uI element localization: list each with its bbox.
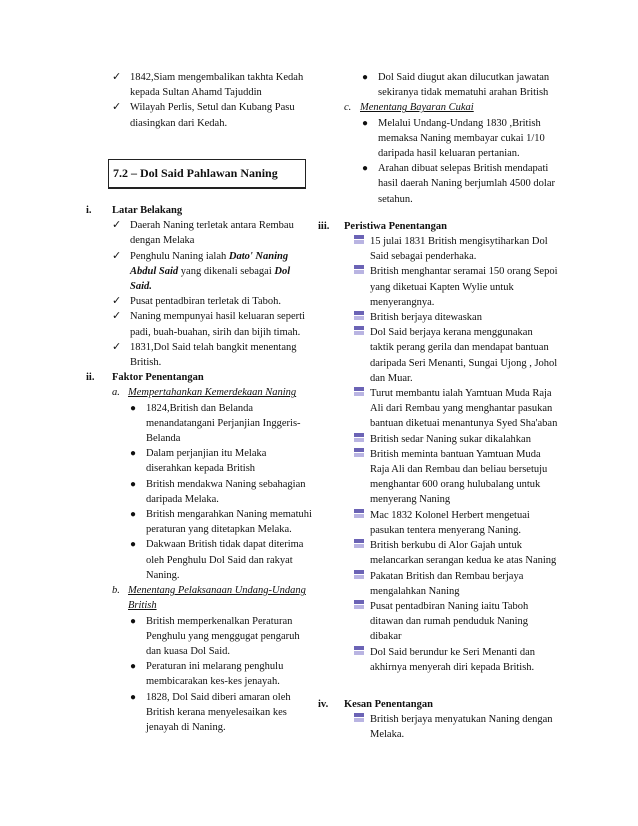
list-item: ● British mendakwa Naning sebahagian daripada Melaka. bbox=[130, 478, 306, 505]
flag-bullet-icon bbox=[354, 599, 364, 614]
bullet-dot-icon: ● bbox=[130, 478, 137, 490]
list-item: British menghantar seramai 150 orang Sepoi yang diketuai Kapten Wylie untuk menyerangnya. bbox=[318, 264, 558, 310]
subheading-b: b. Menentang Pelaksanaan Undang-Undang British bbox=[112, 585, 306, 612]
bullet-dot-icon: ● bbox=[130, 402, 137, 414]
list-item: British berjaya menyatukan Naning dengan Melaka. bbox=[318, 712, 558, 742]
list-item: ● 1824,British dan Belanda menandatangani Perjanjian Inggeris-Belanda bbox=[130, 402, 301, 445]
list-item: ● Arahan dibuat selepas British mendapati hasil daerah Naning berjumlah 4500 dolar setahun. bbox=[362, 163, 555, 205]
spacer bbox=[318, 675, 558, 697]
section-heading-i: i. Latar Belakang bbox=[86, 205, 183, 217]
list-item: ✓ Naning mempunyai hasil keluaran seperti padi, buah-buahan, sirih dan bijih timah. bbox=[112, 310, 305, 338]
spacer bbox=[318, 207, 558, 219]
penghulu-name: Dato' Naning Abdul Said bbox=[130, 250, 289, 277]
bullet-dot-icon: ● bbox=[130, 615, 137, 627]
left-column bbox=[86, 70, 312, 735]
list-item: ● British mengarahkan Naning mematuhi peraturan yang ditetapkan Melaka. bbox=[130, 509, 312, 536]
flag-bullet-icon bbox=[354, 447, 364, 462]
list-item: ✓ Pusat pentadbiran terletak di Taboh. bbox=[86, 294, 312, 309]
flag-bullet-icon bbox=[354, 386, 364, 401]
list-item: ● Melalui Undang-Undang 1830 ,British memaksa Naning membayar cukai 1/10 daripada hasil keluaran pertanian. bbox=[362, 117, 545, 160]
subheading-a: a. Mempertahankan Kemerdekaan Naning bbox=[112, 387, 297, 399]
dol-said-name: Dol Said. bbox=[130, 265, 291, 293]
flag-bullet-icon bbox=[354, 508, 364, 523]
list-item: Turut membantu ialah Yamtuan Muda Raja Ali dari Rembau yang menghantar pasukan bantuan diketuai menantunya Syed Sha'aban bbox=[318, 386, 558, 432]
bullet-dot-icon: ● bbox=[362, 163, 369, 175]
subheading-c: c. Menentang Bayaran Cukai bbox=[344, 102, 474, 114]
check-icon: ✓ bbox=[112, 101, 122, 114]
flag-bullet-icon bbox=[354, 325, 364, 340]
bullet-dot-icon: ● bbox=[130, 539, 137, 551]
bullet-dot-icon: ● bbox=[130, 661, 137, 673]
list-item: Dol Said berjaya kerana menggunakan taktik perang gerila dan mendapat bantuan daripada Seri Menanti, Sungai Ujong , Johol dan Muar. bbox=[318, 325, 558, 386]
flag-bullet-icon bbox=[354, 538, 364, 553]
check-icon: ✓ bbox=[112, 249, 122, 262]
section-title-box: 7.2 – Dol Said Pahlawan Naning bbox=[108, 159, 306, 189]
section-heading-iii: iii. Peristiwa Penentangan bbox=[318, 220, 447, 232]
section-heading-iv: iv. Kesan Penentangan bbox=[318, 698, 433, 710]
check-icon: ✓ bbox=[112, 310, 122, 323]
check-icon: ✓ bbox=[112, 219, 122, 232]
list-item: Mac 1832 Kolonel Herbert mengetuai pasukan tentera menyerang Naning. bbox=[318, 508, 558, 538]
list-item: ✓ Penghulu Naning ialah Dato' Naning Abdul Said yang dikenali sebagai Dol Said. bbox=[112, 249, 291, 293]
list-item: ✓ 1842,Siam mengembalikan takhta Kedah kepada Sultan Ahamd Tajuddin bbox=[112, 71, 304, 99]
flag-bullet-icon bbox=[354, 264, 364, 279]
bullet-dot-icon: ● bbox=[130, 448, 137, 460]
bullet-dot-icon: ● bbox=[362, 117, 369, 129]
flag-bullet-icon bbox=[354, 645, 364, 660]
flag-bullet-icon bbox=[354, 712, 364, 727]
bullet-dot-icon: ● bbox=[130, 691, 137, 703]
list-item: ● 1828, Dol Said diberi amaran oleh British kerana menyelesaikan kes jenayah di Naning. bbox=[130, 691, 291, 733]
list-item: Dol Said berundur ke Seri Menanti dan akhirnya menyerah diri kepada British. bbox=[318, 645, 558, 675]
check-icon: ✓ bbox=[112, 71, 122, 83]
right-column bbox=[318, 70, 558, 743]
list-item: ● Dol Said diugut akan dilucutkan jawatan sekiranya tidak mematuhi arahan British bbox=[362, 72, 550, 99]
check-icon: ✓ bbox=[112, 340, 122, 353]
list-item: ✓ 1831,Dol Said telah bangkit menentang British. bbox=[112, 340, 297, 369]
list-item: British berkubu di Alor Gajah untuk melancarkan serangan kedua ke atas Naning bbox=[318, 538, 558, 568]
list-item: British meminta bantuan Yamtuan Muda Raja Ali dan Rembau dan beliau bersetuju menghantar 600 orang hulubalang untuk menyerang Naning bbox=[318, 447, 558, 508]
section-heading-ii: ii. Faktor Penentangan bbox=[86, 372, 204, 384]
check-icon: ✓ bbox=[112, 295, 122, 308]
bullet-dot-icon: ● bbox=[362, 72, 369, 83]
list-item: ✓ Wilayah Perlis, Setul dan Kubang Pasu diasingkan dari Kedah. bbox=[112, 101, 295, 129]
bullet-dot-icon: ● bbox=[130, 509, 137, 521]
flag-bullet-icon bbox=[354, 432, 364, 447]
list-item: Pusat pentadbiran Naning iaitu Taboh ditawan dan rumah penduduk Naning dibakar bbox=[318, 599, 558, 645]
list-item: ● Dakwaan British tidak dapat diterima oleh Penghulu Dol Said dan rakyat Naning. bbox=[130, 539, 304, 581]
list-item: ● British memperkenalkan Peraturan Penghulu yang menggugat pengaruh dan kuasa Dol Said. bbox=[130, 615, 300, 657]
list-item: ● Dalam perjanjian itu Melaka diserahkan kepada British bbox=[130, 448, 267, 475]
list-item: ● Peraturan ini melarang penghulu membicarakan kes-kes jenayah. bbox=[130, 661, 284, 688]
flag-bullet-icon bbox=[354, 569, 364, 584]
list-item: 15 julai 1831 British mengisytiharkan Dol Said sebagai penderhaka. bbox=[318, 234, 558, 264]
list-item: British sedar Naning sukar dikalahkan bbox=[318, 432, 558, 447]
list-item: ✓ Daerah Naning terletak antara Rembau dengan Melaka bbox=[112, 219, 294, 247]
list-item: British berjaya ditewaskan bbox=[318, 310, 558, 325]
list-item: Pakatan British dan Rembau berjaya mengalahkan Naning bbox=[318, 569, 558, 599]
flag-bullet-icon bbox=[354, 234, 364, 249]
flag-bullet-icon bbox=[354, 310, 364, 325]
